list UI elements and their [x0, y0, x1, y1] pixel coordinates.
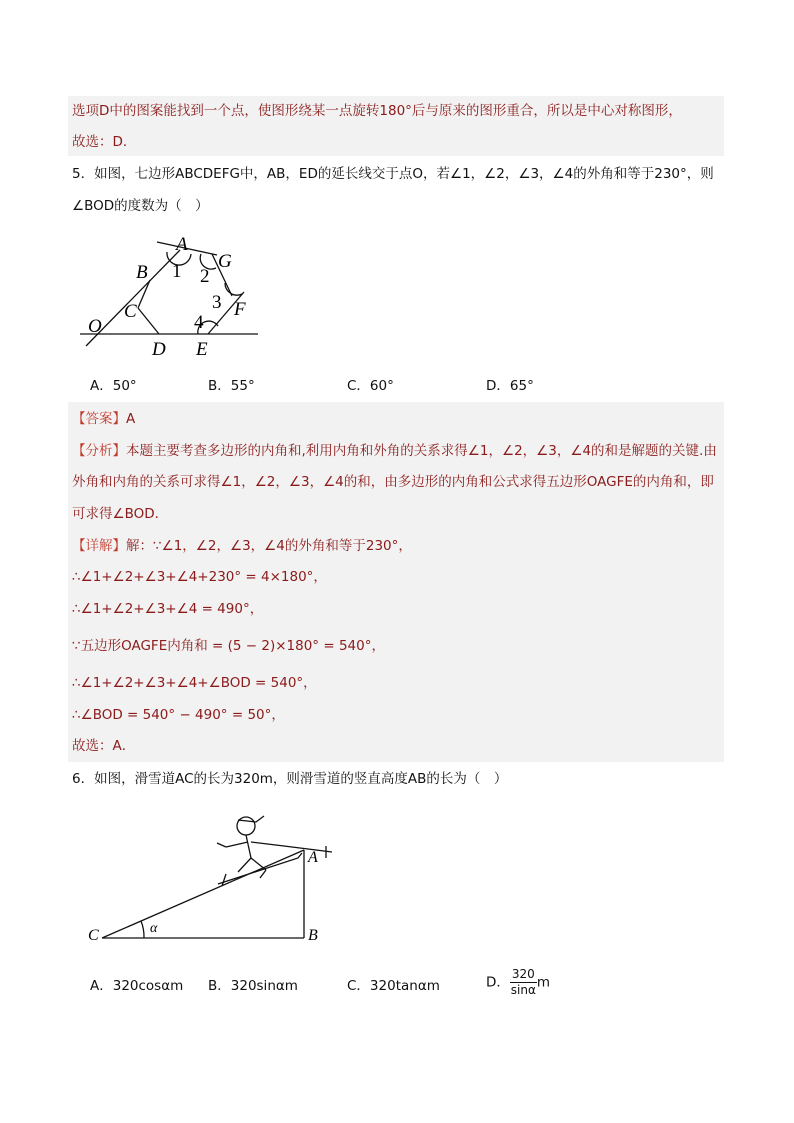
q5-label-E: E: [196, 339, 208, 360]
q5-label-A: A: [176, 234, 188, 255]
q5-label-O: O: [88, 316, 102, 337]
q5-stem-line-2: ∠BOD的度数为（ ）: [72, 198, 209, 214]
q5-label-D: D: [152, 339, 166, 360]
fraction-denominator: sinα: [510, 983, 536, 997]
analysis-tag: 【分析】: [72, 443, 126, 459]
q5-angle-label-2: 2: [200, 266, 210, 287]
q6-stem: 6．如图，滑雪道AC的长为320m，则滑雪道的竖直高度AB的长为（ ）: [72, 771, 508, 787]
detail-tag: 【详解】: [72, 538, 126, 554]
q5-detail-intro: [72, 536, 412, 556]
answer-value: A: [126, 411, 136, 427]
q5-label-G: G: [218, 251, 232, 272]
q5-label-C: C: [124, 301, 137, 322]
prev-solution-line-2: 故选：D．: [72, 134, 137, 150]
q5-analysis-line-1: [72, 441, 717, 461]
q5-analysis-line-2: 外角和内角的关系可求得∠1，∠2，∠3，∠4的和，由多边形的内角和公式求得五边形OAGFE的内角和，即: [72, 474, 714, 490]
prev-solution-line-1: 选项D中的图案能找到一个点，使图形绕某一点旋转180°后与原来的图形重合，所以是中心对称图形，: [72, 103, 682, 119]
q5-option-c: C．60°: [347, 378, 394, 394]
q5-step-4: ∴∠1+∠2+∠3+∠4+∠BOD = 540°，: [72, 675, 317, 691]
q5-step-5: ∴∠BOD = 540° − 490° = 50°，: [72, 707, 285, 723]
q5-angle-label-1: 1: [172, 261, 182, 282]
q5-step-2: ∴∠1+∠2+∠3+∠4 = 490°，: [72, 601, 264, 617]
q5-analysis-line-3: 可求得∠BOD．: [72, 506, 169, 522]
answer-tag: 【答案】: [72, 411, 126, 427]
q6-label-A: A: [308, 849, 318, 866]
detail-intro-text: 解：∵∠1，∠2，∠3，∠4的外角和等于230°，: [126, 538, 412, 554]
q6-option-a: A．320cosαm: [90, 978, 184, 994]
q5-label-B: B: [136, 262, 148, 283]
fraction-numerator: 320: [511, 967, 535, 981]
q6-option-b: B．320sinαm: [208, 978, 298, 994]
q6-label-B: B: [308, 927, 318, 944]
q6-label-C: C: [88, 927, 99, 944]
q5-conclusion: 故选：A．: [72, 738, 136, 754]
q5-answer: [72, 409, 135, 429]
q5-stem-line-1: 5．如图，七边形ABCDEFG中，AB，ED的延长线交于点O，若∠1，∠2，∠3，∠4的外角和等于230°，则: [72, 166, 714, 182]
q5-option-b: B．55°: [208, 378, 255, 394]
q5-heptagon-figure: [72, 222, 272, 362]
q5-angle-label-3: 3: [212, 292, 222, 313]
q6-option-d-unit: m: [536, 974, 550, 991]
q5-step-3: ∵五边形OAGFE内角和 = (5 − 2)×180° = 540°，: [72, 638, 385, 654]
q6-label-alpha: α: [150, 921, 158, 936]
q6-option-d-prefix: D．: [486, 974, 510, 991]
q5-label-F: F: [234, 299, 246, 320]
q6-ski-slope-figure: [86, 812, 346, 952]
q5-option-a: A．50°: [90, 378, 137, 394]
q5-option-d: D．65°: [486, 378, 534, 394]
q6-option-d: [486, 967, 550, 998]
q5-step-1: ∴∠1+∠2+∠3+∠4+230° = 4×180°，: [72, 569, 327, 585]
q5-angle-label-4: 4: [194, 312, 204, 333]
q6-option-d-fraction: [510, 967, 537, 998]
q6-option-c: C．320tanαm: [347, 978, 440, 994]
analysis-text-1: 本题主要考查多边形的内角和,利用内角和外角的关系求得∠1，∠2，∠3，∠4的和是解题的关键.由: [126, 443, 717, 459]
